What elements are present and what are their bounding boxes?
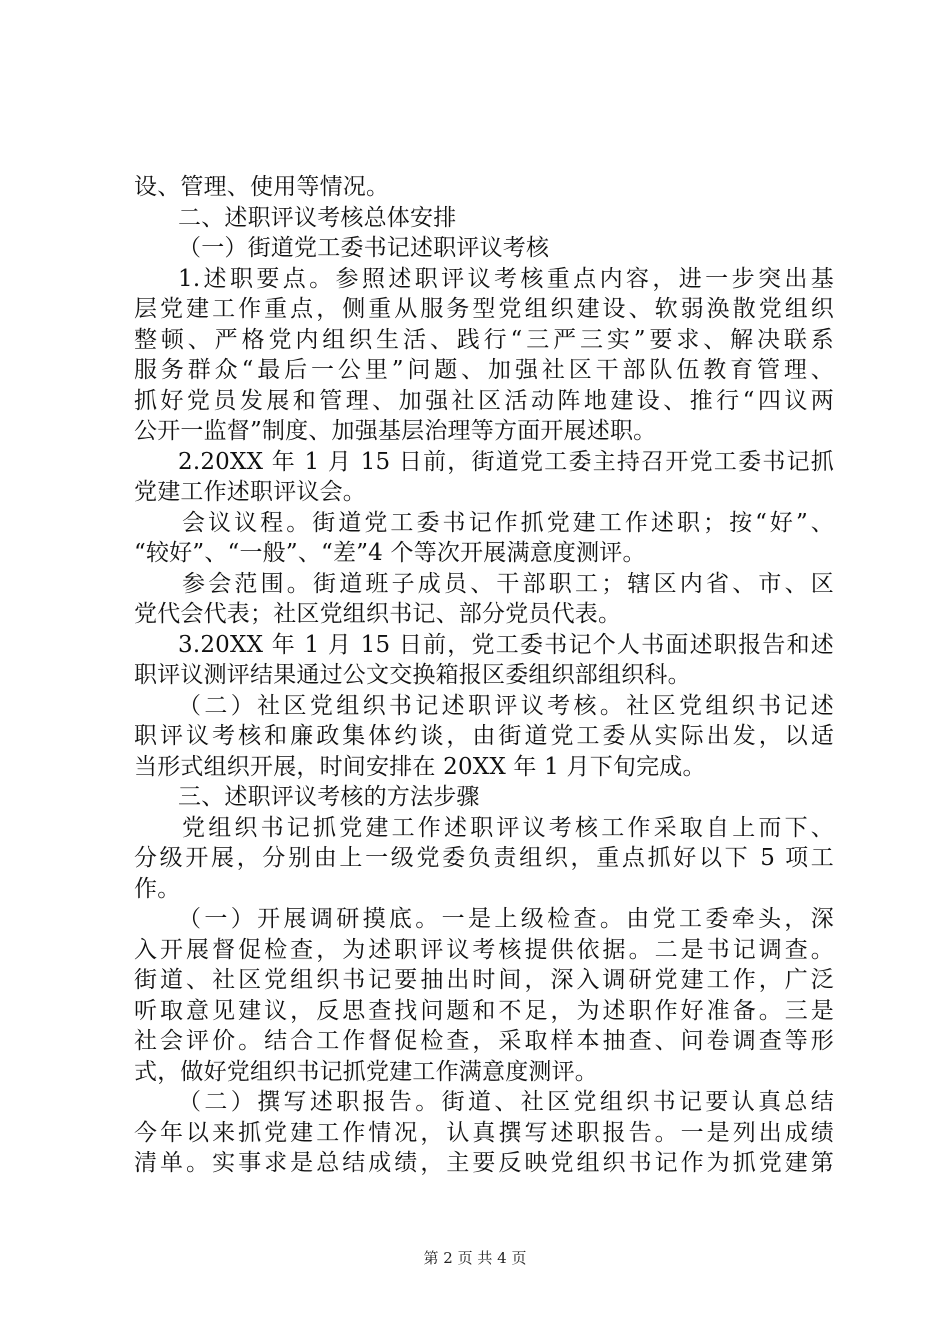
text-line: 二、述职评议考核总体安排 [178, 204, 457, 231]
text-line: 职评议测评结果通过公文交换箱报区委组织部组织科。 [134, 662, 691, 688]
text-line: 听取意见建议，反思查找问题和不足，为述职作好准备。三是 [134, 997, 834, 1024]
text-line: 街道、社区党组织书记要抽出时间，深入调研党建工作，广泛 [134, 967, 834, 993]
text-line: 社会评价。结合工作督促检查，采取样本抽查、问卷调查等形 [134, 1028, 834, 1054]
text-line: 参会范围。街道班子成员、干部职工；辖区内省、市、区 [182, 570, 834, 597]
text-line: （二）撰写述职报告。街道、社区党组织书记要认真总结 [178, 1089, 834, 1115]
text-line: 式，做好党组织书记抓党建工作满意度测评。 [134, 1058, 598, 1085]
text-line: （一）街道党工委书记述职评议考核 [178, 235, 550, 261]
text-line: “较好”、“一般”、“差”4 个等次开展满意度测评。 [134, 540, 646, 566]
text-line: 3.20XX 年 1 月 15 日前，党工委书记个人书面述职报告和述 [178, 631, 834, 658]
text-line: 三、述职评议考核的方法步骤 [178, 784, 480, 810]
text-line: 今年以来抓党建工作情况，认真撰写述职报告。一是列出成绩 [134, 1119, 834, 1146]
text-line: 服务群众“最后一公里”问题、加强社区干部队伍教育管理、 [134, 357, 834, 383]
text-line: 会议议程。街道党工委书记作抓党建工作述职；按“好”、 [182, 509, 834, 536]
text-line: 公开一监督”制度、加强基层治理等方面开展述职。 [134, 418, 657, 444]
text-line: 党组织书记抓党建工作述职评议考核工作采取自上而下、 [182, 814, 834, 841]
text-line: 分级开展，分别由上一级党委负责组织，重点抓好以下 5 项工 [134, 845, 834, 871]
text-line: 1.述职要点。参照述职评议考核重点内容，进一步突出基 [178, 265, 834, 292]
page-footer: 第 2 页 共 4 页 [423, 1249, 527, 1267]
text-line: 层党建工作重点，侧重从服务型党组织建设、软弱涣散党组织 [134, 296, 834, 322]
text-line: 入开展督促检查，为述职评议考核提供依据。二是书记调查。 [134, 936, 834, 963]
text-line: 设、管理、使用等情况。 [134, 174, 390, 200]
text-line: 当形式组织开展，时间安排在 20XX 年 1 月下旬完成。 [134, 753, 706, 780]
text-line: （二）社区党组织书记述职评议考核。社区党组织书记述 [178, 692, 834, 719]
text-line: 抓好党员发展和管理、加强社区活动阵地建设、推行“四议两 [134, 387, 834, 414]
text-line: 2.20XX 年 1 月 15 日前，街道党工委主持召开党工委书记抓 [178, 448, 834, 475]
text-line: 职评议考核和廉政集体约谈，由街道党工委从实际出发，以适 [134, 723, 834, 749]
text-line: 党建工作述职评议会。 [134, 479, 366, 505]
text-line: （一）开展调研摸底。一是上级检查。由党工委牵头，深 [178, 906, 834, 932]
text-line: 整顿、严格党内组织生活、践行“三严三实”要求、解决联系 [134, 326, 834, 353]
text-line: 作。 [134, 875, 181, 902]
text-line: 党代会代表；社区党组织书记、部分党员代表。 [134, 601, 622, 627]
text-line: 清单。实事求是总结成绩，主要反映党组织书记作为抓党建第 [134, 1150, 834, 1176]
